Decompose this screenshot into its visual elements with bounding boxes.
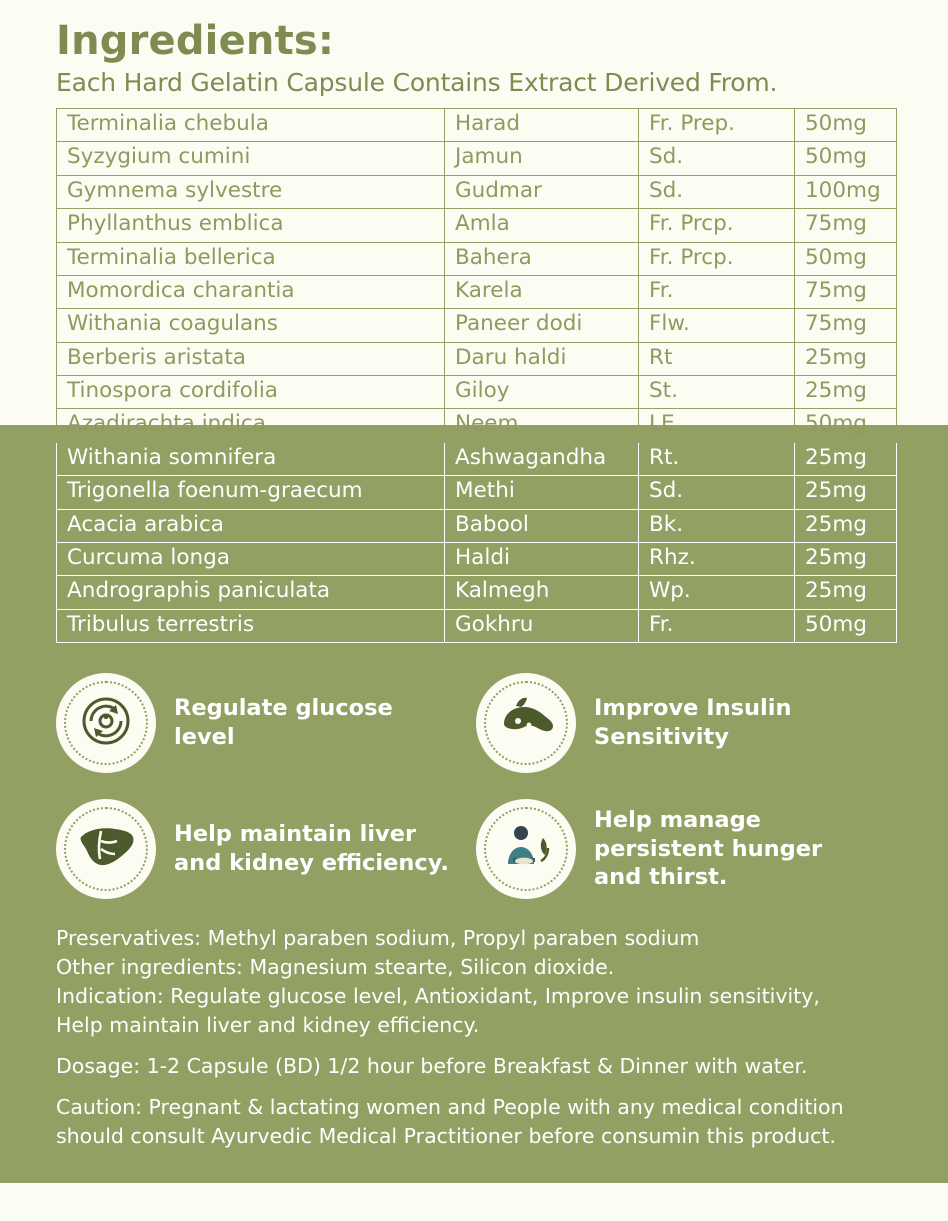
table-row [57,442,897,475]
cell-botanical: Tinospora cordifolia [57,376,445,409]
cell-part: Flw. [639,309,795,342]
page-title: Ingredients: [56,18,335,64]
table-row [57,109,897,142]
table-row [57,175,897,208]
cell-part: St. [639,376,795,409]
benefit-badge [476,799,576,899]
cell-part: Fr. Prep. [639,109,795,142]
cell-qty: 25mg [795,376,897,409]
cell-qty: 25mg [795,476,897,509]
cell-part: Rt. [639,442,795,475]
table-row [57,209,897,242]
benefit-label: Improve Insulin Sensitivity [594,695,792,750]
cell-part: Fr. [639,275,795,308]
cell-qty: 25mg [795,509,897,542]
cell-botanical: Phyllanthus emblica [57,209,445,242]
benefits-row [56,673,896,773]
cell-common: Neem [445,409,639,442]
table-row [57,142,897,175]
cell-part: Wp. [639,576,795,609]
table-row [57,242,897,275]
benefit-item [56,799,476,899]
cell-common: Babool [445,509,639,542]
cell-part: Fr. Prcp. [639,242,795,275]
cell-qty: 75mg [795,275,897,308]
indication-line-1: Indication: Regulate glucose level, Antioxidant, Improve insulin sensitivity, [56,984,820,1009]
cell-common: Gokhru [445,609,639,642]
cell-qty: 50mg [795,109,897,142]
glucose-meter-icon [79,694,133,752]
cell-botanical: Withania coagulans [57,309,445,342]
ingredients-table [56,108,897,643]
benefit-item [56,673,476,773]
caution-line-1: Caution: Pregnant & lactating women and People with any medical condition [56,1095,844,1120]
cell-botanical: Terminalia bellerica [57,242,445,275]
cell-common: Kalmegh [445,576,639,609]
table-row [57,409,897,442]
table-row [57,609,897,642]
cell-botanical: Acacia arabica [57,509,445,542]
benefit-item [476,673,896,773]
cell-common: Gudmar [445,175,639,208]
cell-botanical: Terminalia chebula [57,109,445,142]
table-row [57,576,897,609]
cell-qty: 100mg [795,175,897,208]
table-row [57,476,897,509]
liver-icon [75,821,137,877]
person-eating-icon [495,820,557,878]
cell-qty: 50mg [795,142,897,175]
page-subtitle: Each Hard Gelatin Capsule Contains Extract Derived From. [56,68,778,97]
cell-common: Amla [445,209,639,242]
cell-part: Sd. [639,476,795,509]
preservatives-line: Preservatives: Methyl paraben sodium, Propyl paraben sodium [56,926,700,950]
cell-qty: 50mg [795,409,897,442]
benefit-label: Regulate glucose level [174,695,393,750]
dosage-line: Dosage: 1-2 Capsule (BD) 1/2 hour before Breakfast & Dinner with water. [56,1054,808,1079]
cell-part: Bk. [639,509,795,542]
cell-part: Rt [639,342,795,375]
benefit-label: Help manage persistent hunger and thirst. [594,806,823,891]
cell-part: LE [639,409,795,442]
benefits-row [56,799,896,899]
cell-part: Sd. [639,142,795,175]
cell-common: Karela [445,275,639,308]
cell-qty: 50mg [795,609,897,642]
cell-part: Sd. [639,175,795,208]
cell-botanical: Gymnema sylvestre [57,175,445,208]
cell-common: Giloy [445,376,639,409]
cell-common: Methi [445,476,639,509]
cell-qty: 50mg [795,242,897,275]
cell-botanical: Withania somnifera [57,442,445,475]
cell-botanical: Syzygium cumini [57,142,445,175]
pancreas-icon [496,694,556,752]
table-row [57,309,897,342]
cell-common: Haldi [445,542,639,575]
cell-common: Jamun [445,142,639,175]
benefits-section [56,673,896,899]
cell-common: Daru haldi [445,342,639,375]
cell-qty: 25mg [795,342,897,375]
cell-qty: 25mg [795,442,897,475]
cell-qty: 75mg [795,309,897,342]
table-row [57,275,897,308]
table-row [57,509,897,542]
cell-qty: 25mg [795,542,897,575]
cell-botanical: Azadirachta indica [57,409,445,442]
benefit-label: Help maintain liver and kidney efficiency. [174,821,449,876]
cell-part: Rhz. [639,542,795,575]
cell-botanical: Momordica charantia [57,275,445,308]
footnotes-section [56,925,906,1150]
table-row [57,542,897,575]
cell-botanical: Tribulus terrestris [57,609,445,642]
bottom-cream-strip [0,1183,948,1221]
table-row [57,342,897,375]
cell-botanical: Curcuma longa [57,542,445,575]
cell-part: Fr. [639,609,795,642]
cell-botanical: Andrographis paniculata [57,576,445,609]
benefit-item [476,799,896,899]
cell-botanical: Berberis aristata [57,342,445,375]
caution-line-2: should consult Ayurvedic Medical Practitioner before consumin this product. [56,1124,836,1149]
cell-common: Ashwagandha [445,442,639,475]
cell-common: Bahera [445,242,639,275]
cell-botanical: Trigonella foenum-graecum [57,476,445,509]
cell-part: Fr. Prcp. [639,209,795,242]
indication-line-2: Help maintain liver and kidney efficiency. [56,1013,480,1038]
cell-common: Harad [445,109,639,142]
benefit-badge [476,673,576,773]
other-ingredients-line: Other ingredients: Magnesium stearte, Silicon dioxide. [56,955,615,980]
benefit-badge [56,673,156,773]
cell-qty: 75mg [795,209,897,242]
table-row [57,376,897,409]
cell-qty: 25mg [795,576,897,609]
benefit-badge [56,799,156,899]
cell-common: Paneer dodi [445,309,639,342]
